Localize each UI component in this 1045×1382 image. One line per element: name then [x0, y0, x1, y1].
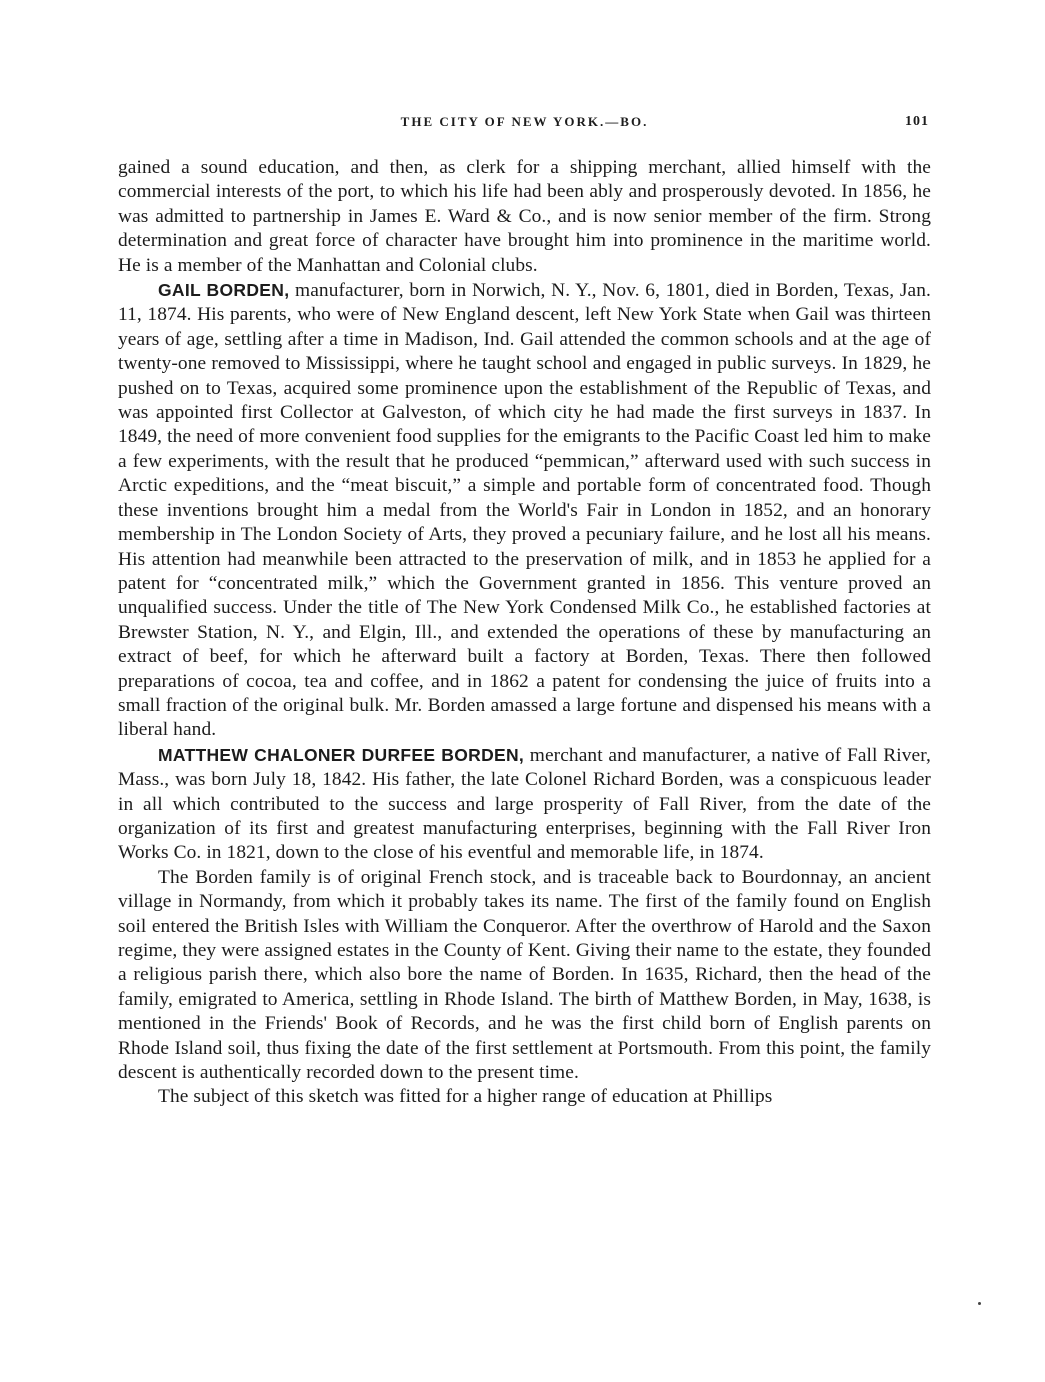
- paragraph-education: [118, 1085, 931, 1109]
- paragraph-family-history: [118, 866, 931, 1086]
- running-head: [118, 112, 931, 132]
- page-speck: [978, 1302, 981, 1305]
- entry-name: MATTHEW CHALONER DURFEE BORDEN,: [158, 744, 525, 765]
- running-title: THE CITY OF NEW YORK.—BO.: [400, 114, 649, 129]
- entry-name: GAIL BORDEN,: [158, 280, 290, 301]
- entry-matthew-borden: [118, 743, 931, 866]
- paragraph-text: The subject of this sketch was fitted for a higher range of education at Phillips: [158, 1086, 773, 1108]
- paragraph-text: The Borden family is of original French stock, and is traceable back to Bourdonnay, an ancient village in Normandy, from which it probably takes its name. The first of the family found on English soil entered the British Isles with William the Conqueror. After the overthrow of Harold and the Saxon regime, they were assigned estates in the County of Kent. Giving their name to the estate, they founded a religious parish there, which also bore the name of Borden. In 1635, Richard, then the head of the family, emigrated to America, settling in Rhode Island. The birth of Matthew Borden, in May, 1638, is mentioned in the Friends' Book of Records, and he was the first child born of English parents on Rhode Island soil, thus fixing the date of the first settlement at Portsmouth. From this point, the family descent is authentically recorded down to the present time.: [118, 866, 931, 1084]
- page-number: 101: [905, 114, 929, 129]
- document-page: [118, 112, 931, 1110]
- paragraph-continuation: [118, 156, 931, 278]
- paragraph-text: manufacturer, born in Norwich, N. Y., Nov. 6, 1801, died in Borden, Texas, Jan. 11, 1874. His parents, who were of New England descent, left New York State when Gail was thirteen years of age, settling after a time in Madison, Ind. Gail attended the common schools and at the age of twenty-one removed to Mississippi, where he taught school and engaged in public surveys. In 1829, he pushed on to Texas, acquired some prominence upon the establishment of the Republic of Texas, and was appointed first Collector at Galveston, of which city he had made the first surveys in 1837. In 1849, the need of more convenient food supplies for the emigrants to the Pacific Coast led him to make a few experiments, with the result that he produced “pemmican,” afterward used with such success in Arctic expeditions, and the “meat biscuit,” a simple and portable form of concentrated food. Though these inventions brought him a medal from the World's Fair in London in 1852, and an honorary membership in The London Society of Arts, they proved a pecuniary failure, and he lost all his means. His attention had meanwhile been attracted to the preservation of milk, and in 1853 he applied for a patent for “concentrated milk,” which the Government granted in 1856. This venture proved an unqualified success. Under the title of The New York Condensed Milk Co., he established factories at Brewster Station, N. Y., and Elgin, Ill., and extended the operations of these by manufacturing an extract of beef, for which he afterward built a factory at Borden, Texas. There then followed preparations of cocoa, tea and coffee, and in 1862 a patent for condensing the juice of fruits into a small fraction of the original bulk. Mr. Borden amassed a large fortune and dispensed his means with a liberal hand.: [118, 280, 931, 741]
- paragraph-text: merchant and manufacturer, a native of Fall River, Mass., was born July 18, 1842. His father, the late Colonel Richard Borden, was a conspicuous leader in all which contributed to the success and large prosperity of Fall River, from the date of the organization of its first and greatest manufacturing enterprises, beginning with the Fall River Iron Works Co. in 1821, down to the close of his eventful and memorable life, in 1874.: [118, 744, 931, 864]
- paragraph-text: gained a sound education, and then, as clerk for a shipping merchant, allied himself with the commercial interests of the port, to which his life had been ably and prosperously devoted. In 1856, he was admitted to partnership in James E. Ward & Co., and is now senior member of the firm. Strong determination and great force of character have brought him into prominence in the maritime world. He is a member of the Manhattan and Colonial clubs.: [118, 157, 931, 276]
- body-text: [118, 156, 931, 1110]
- entry-gail-borden: [118, 278, 931, 743]
